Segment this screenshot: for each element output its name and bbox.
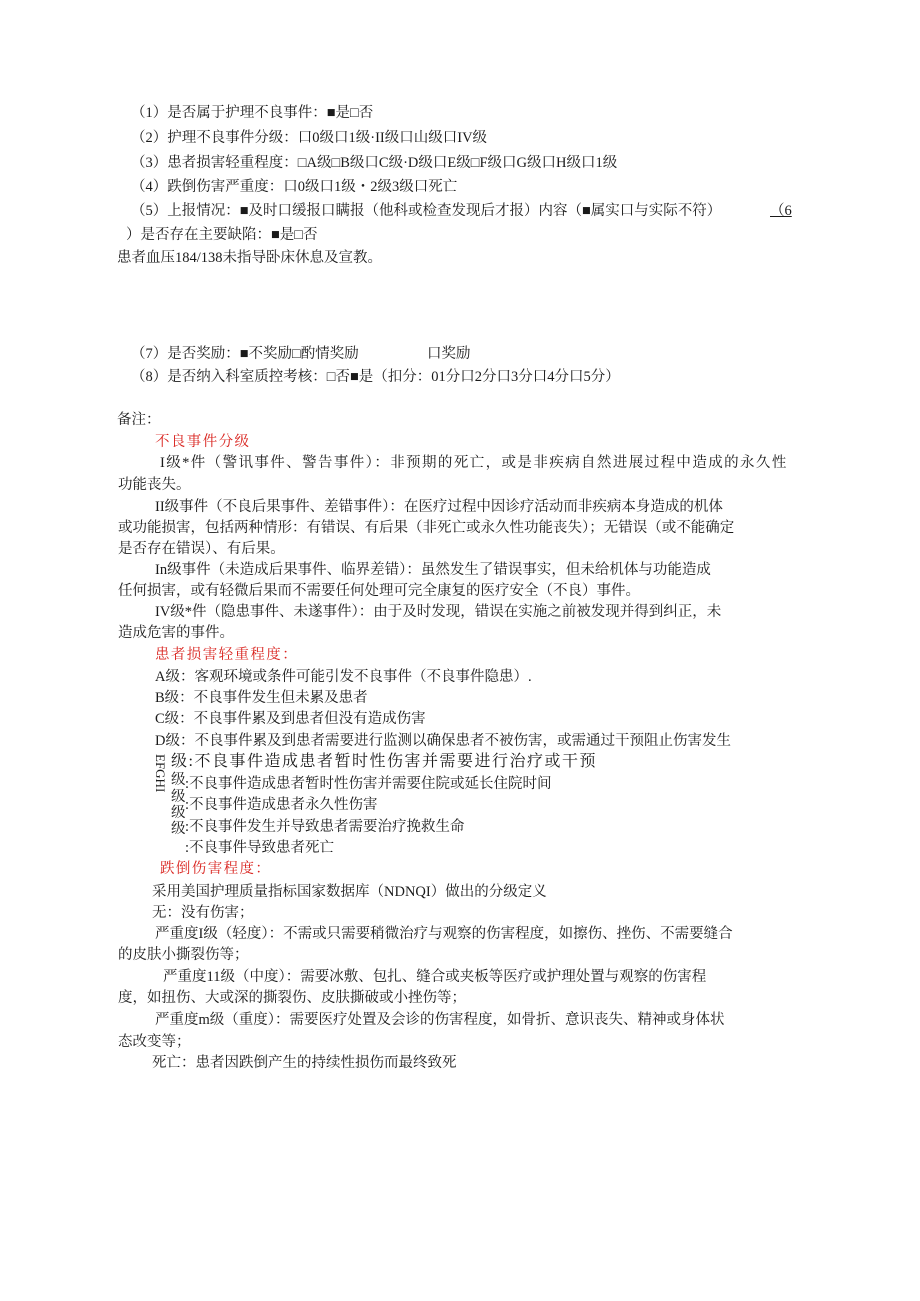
harm-level-e: 级:不良事件造成患者暂时性伤害并需要进行治疗或干预 <box>171 753 597 770</box>
level-3-line-1: In级事件（未造成后果事件、临界差错）：虽然发生了错误事实，但未给机体与功能造成 <box>155 562 711 578</box>
harm-level-i: :不良事件导致患者死亡 <box>185 840 335 856</box>
item-2: （2）护理不良事件分级：口0级口1级·II级口山级口IV级 <box>131 130 488 146</box>
harm-level-c: C级：不良事件累及到患者但没有造成伤害 <box>155 711 426 727</box>
harm-stack-3: 级 <box>171 805 186 821</box>
level-1-line-1: I级*件（警讯事件、警告事件）：非预期的死亡，或是非疾病自然进展过程中造成的永久性 <box>160 455 788 471</box>
level-2-line-3: 是否存在错误）、有后果。 <box>118 541 285 557</box>
fall-severity-1-line-1: 严重度I级（轻度）：不需或只需要稍微治疗与观察的伤害程度，如擦伤、挫伤、不需要缝合 <box>155 926 733 942</box>
harm-level-b: B级：不良事件发生但未累及患者 <box>155 690 368 706</box>
harm-stack-1: 级 <box>171 772 186 788</box>
harm-heading: 患者损害轻重程度： <box>155 647 299 663</box>
harm-level-d: D级：不良事件累及到患者需要进行监测以确保患者不被伤害，或需通过干预阻止伤害发生 <box>155 733 731 749</box>
item-4: （4）跌倒伤害严重度：口0级口1级・2级3级口死亡 <box>131 179 458 195</box>
fall-death: 死亡：患者因跌倒产生的持续性损伤而最终致死 <box>152 1055 457 1071</box>
harm-level-f: :不良事件造成患者暂时性伤害并需要住院或延长住院时间 <box>185 776 552 792</box>
item-6: ）是否存在主要缺陷：■是□否 <box>126 227 318 243</box>
level-2-line-1: II级事件（不良后果事件、差错事件）：在医疗过程中因诊疗活动而非疾病本身造成的机体 <box>155 499 723 515</box>
level-2-line-2: 或功能损害，包括两种情形：有错误、有后果（非死亡或永久性功能丧失）；无错误（或不能确定 <box>118 520 735 536</box>
item-3: （3）患者损害轻重程度：□A级□B级口C级·D级口E级□F级口G级口H级口1级 <box>131 155 618 171</box>
item-6-number: （6 <box>770 203 792 219</box>
fall-severity-3-line-2: 态改变等； <box>118 1034 191 1050</box>
harm-stack-4: 级 <box>171 821 186 837</box>
fall-severity-2-line-1: 严重度11级（中度）：需要冰敷、包扎、缝合或夹板等医疗或护理处置与观察的伤害程 <box>163 969 707 985</box>
level-3-line-2: 任何损害，或有轻微后果而不需要任何处理可完全康复的医疗安全（不良）事件。 <box>118 583 640 599</box>
item-8: （8）是否纳入科室质控考核：□否■是（扣分：01分口2分口3分口4分口5分） <box>131 369 620 385</box>
fall-severity-1-line-2: 的皮肤小撕裂伤等； <box>118 947 249 963</box>
level-1-line-2: 功能丧失。 <box>118 477 191 493</box>
fall-heading: 跌倒伤害程度： <box>160 861 272 877</box>
harm-stack-2: 级 <box>171 789 186 805</box>
notes-label: 备注： <box>117 412 161 428</box>
harm-level-h: :不良事件发生并导致患者需要治疗挽救生命 <box>185 819 465 835</box>
item-7: （7）是否奖励：■不奖励□酌情奖励 <box>131 346 359 362</box>
item-5: （5）上报情况：■及时口缓报口瞒报（他科或检查发现后才报）内容（■属实口与实际不符） <box>131 203 722 219</box>
fall-severity-3-line-1: 严重度m级（重度）：需要医疗处置及会诊的伤害程度，如骨折、意识丧失、精神或身体状 <box>155 1012 725 1028</box>
harm-letters-vertical: EFGHI <box>153 754 168 793</box>
harm-level-g: :不良事件造成患者永久性伤害 <box>185 797 378 813</box>
level-4-line-2: 造成危害的事件。 <box>118 625 234 641</box>
fall-none: 无：没有伤害； <box>152 905 254 921</box>
item-6-detail: 患者血压184/138未指导卧床休息及宣教。 <box>117 250 383 266</box>
item-7-option: 口奖励 <box>427 346 471 362</box>
harm-level-a: A级：客观环境或条件可能引发不良事件（不良事件隐患）. <box>155 669 532 685</box>
fall-severity-2-line-2: 度，如扭伤、大或深的撕裂伤、皮肤撕破或小挫伤等； <box>118 990 466 1006</box>
fall-intro: 采用美国护理质量指标国家数据库（NDNQI）做出的分级定义 <box>152 884 547 900</box>
event-level-heading: 不良事件分级 <box>155 434 251 450</box>
item-1: （1）是否属于护理不良事件：■是□否 <box>131 105 374 121</box>
level-4-line-1: IV级*件（隐患事件、未遂事件）：由于及时发现，错误在实施之前被发现并得到纠正，未 <box>155 604 722 620</box>
